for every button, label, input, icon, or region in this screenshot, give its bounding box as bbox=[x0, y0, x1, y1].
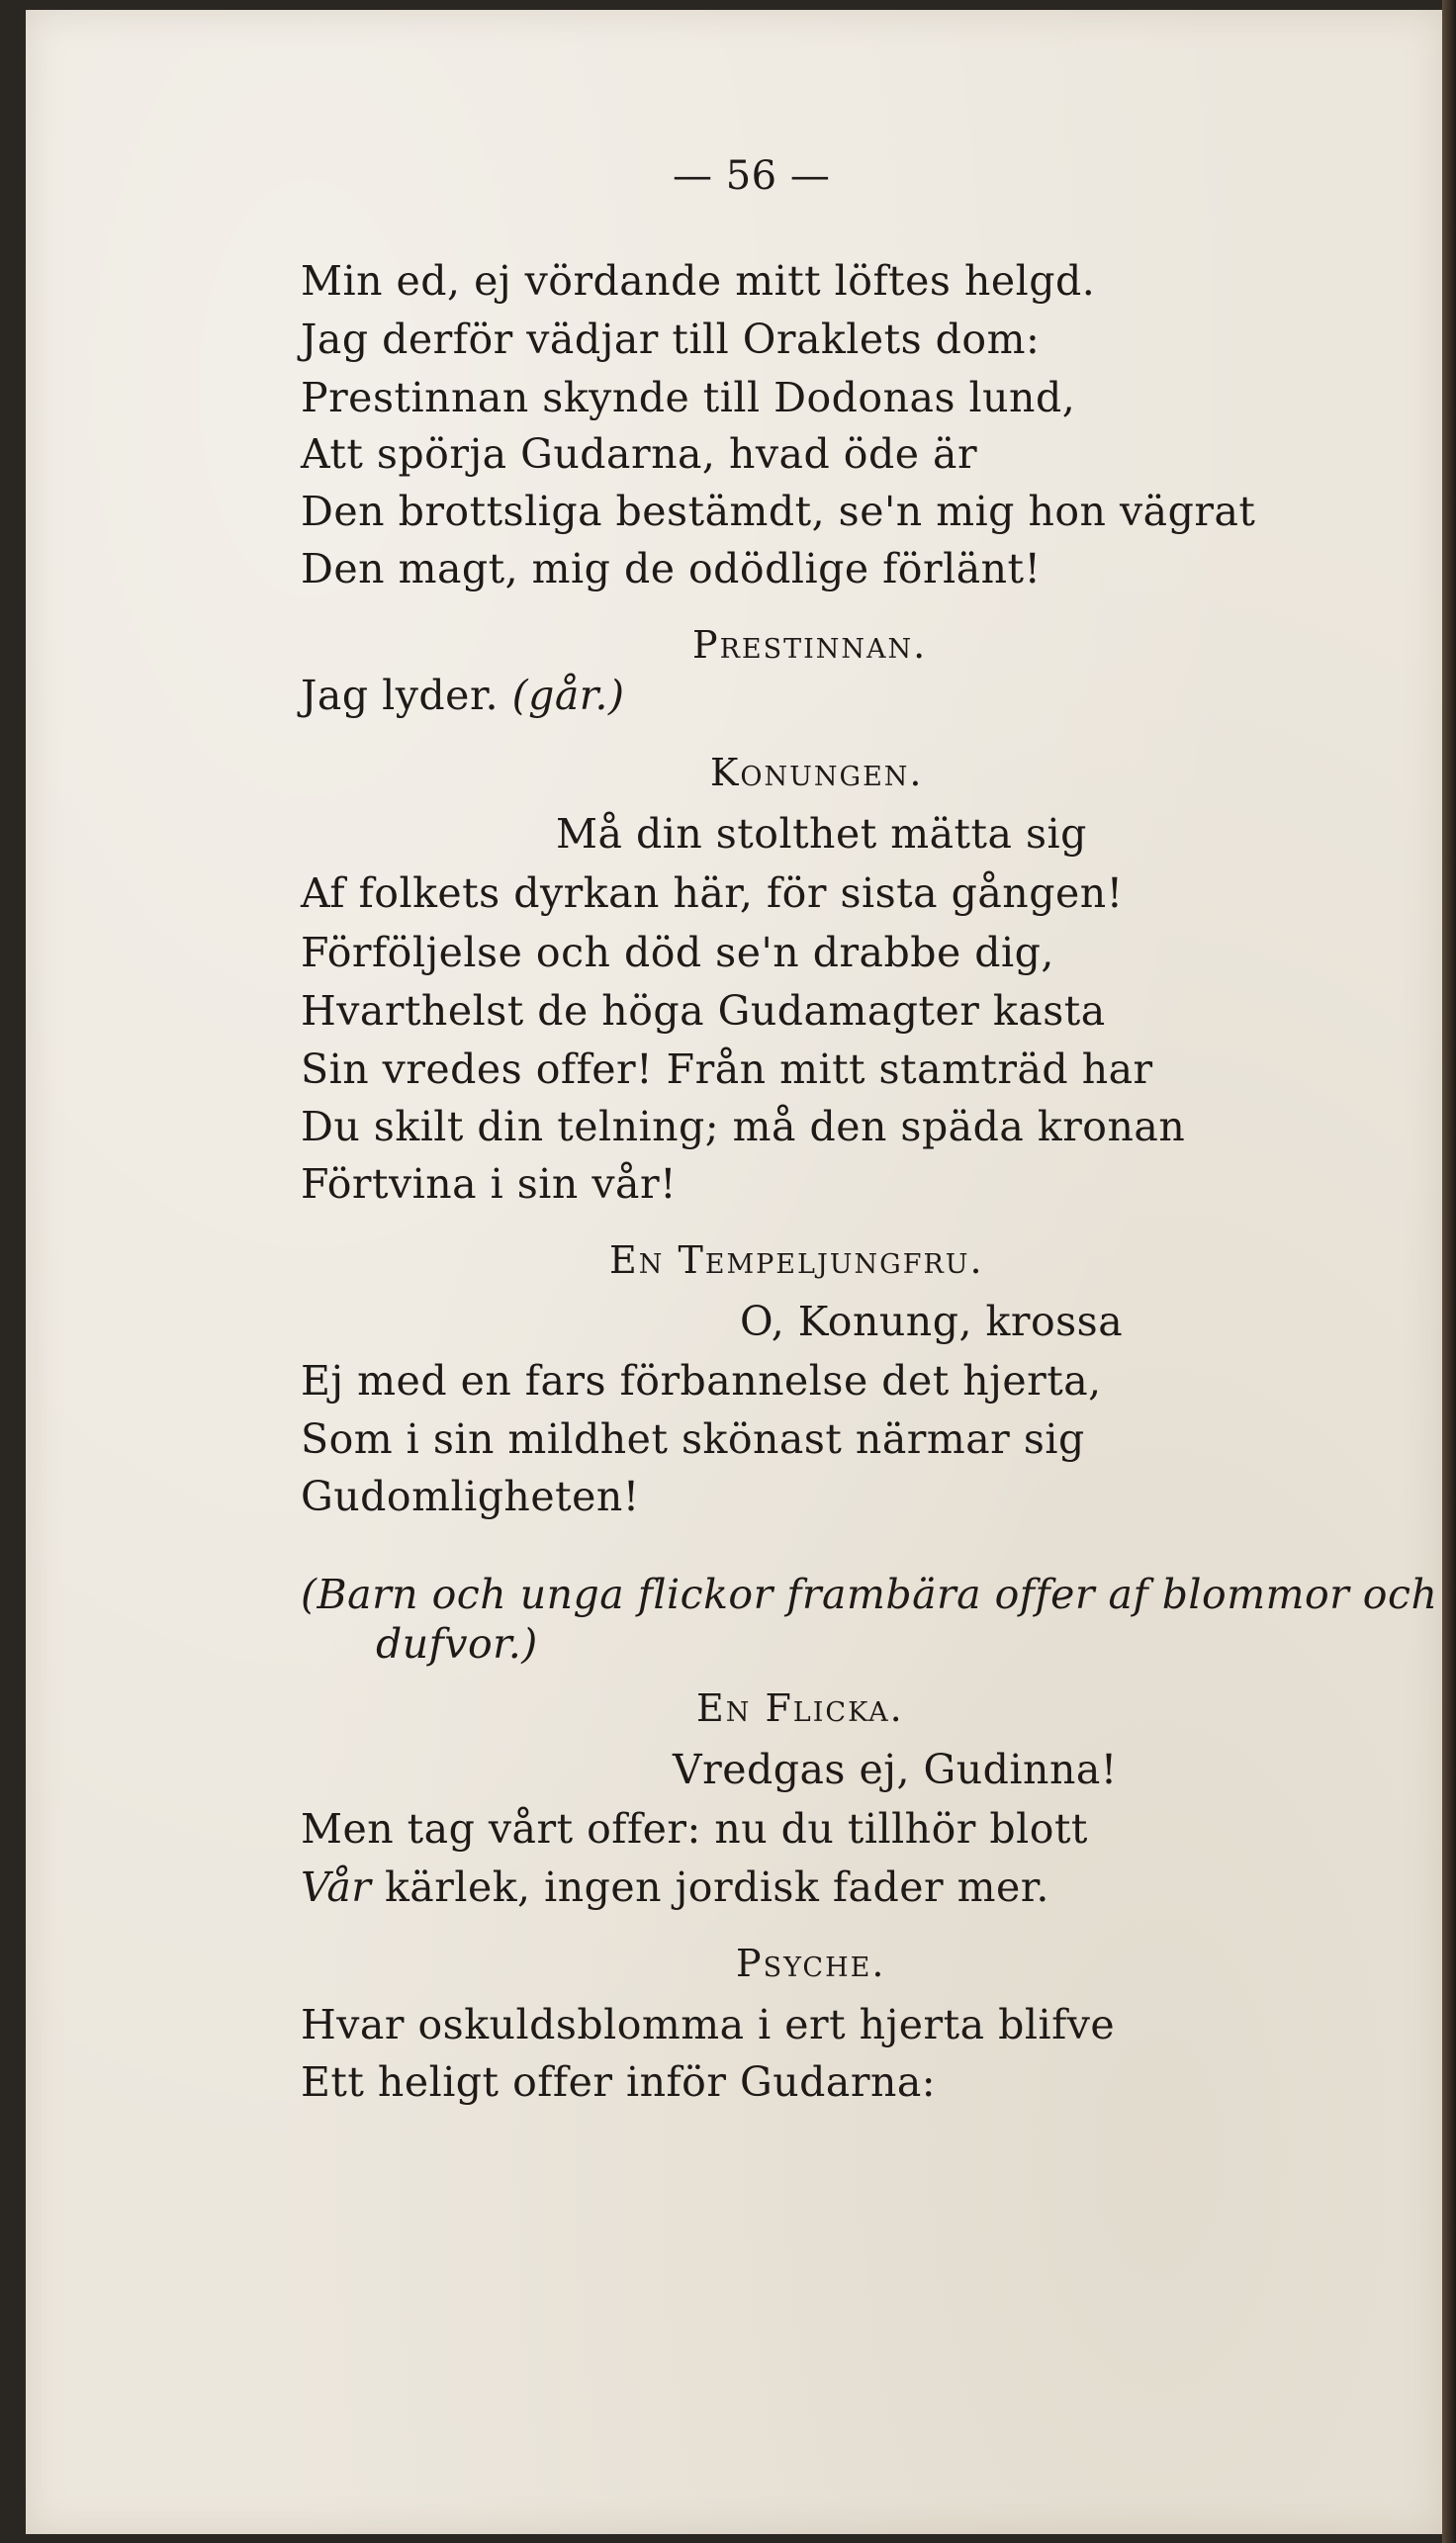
verse-line: Af folkets dyrkan här, för sista gången! bbox=[301, 869, 1124, 917]
verse-line: Hvarthelst de höga Gudamagter kasta bbox=[301, 987, 1106, 1035]
verse-line: O, Konung, krossa bbox=[740, 1298, 1124, 1345]
speaker-name: Prestinnan. bbox=[692, 623, 928, 667]
verse-line: Den magt, mig de odödlige förlänt! bbox=[301, 545, 1042, 592]
stage-direction: dufvor.) bbox=[376, 1620, 538, 1668]
page-edge bbox=[1442, 0, 1456, 2543]
verse-line bbox=[301, 1863, 1049, 1911]
verse-line: Men tag vårt offer: nu du tillhör blott bbox=[301, 1805, 1088, 1853]
verse-line: Gudomligheten! bbox=[301, 1473, 640, 1520]
verse-line bbox=[301, 672, 625, 719]
verse-text: Vår bbox=[301, 1863, 372, 1911]
verse-line: Ej med en fars förbannelse det hjerta, bbox=[301, 1357, 1102, 1405]
page-number: — 56 — bbox=[673, 153, 831, 199]
speaker-name: Konungen. bbox=[710, 751, 924, 794]
verse-line: Jag derför vädjar till Oraklets dom: bbox=[301, 316, 1041, 363]
verse-line: Min ed, ej vördande mitt löftes helgd. bbox=[301, 257, 1096, 305]
stage-direction: (går.) bbox=[511, 672, 625, 719]
verse-line: Förföljelse och död se'n drabbe dig, bbox=[301, 929, 1054, 976]
verse-line: Vredgas ej, Gudinna! bbox=[673, 1746, 1118, 1793]
verse-line: Att spörja Gudarna, hvad öde är bbox=[301, 430, 978, 478]
verse-text: Jag lyder. bbox=[301, 672, 500, 719]
speaker-name: En Flicka. bbox=[696, 1686, 904, 1730]
verse-line: Sin vredes offer! Från mitt stamträd har bbox=[301, 1045, 1153, 1093]
verse-text: kärlek, ingen jordisk fader mer. bbox=[384, 1863, 1049, 1911]
verse-line: Förtvina i sin vår! bbox=[301, 1160, 678, 1208]
verse-line: Du skilt din telning; må den späda kronan bbox=[301, 1103, 1186, 1150]
verse-line: Ett heligt offer inför Gudarna: bbox=[301, 2058, 937, 2106]
verse-line: Må din stolthet mätta sig bbox=[556, 810, 1087, 858]
verse-line: Som i sin mildhet skönast närmar sig bbox=[301, 1415, 1085, 1463]
verse-line: Den brottsliga bestämdt, se'n mig hon vägrat bbox=[301, 488, 1256, 535]
stage-direction: (Barn och unga flickor frambära offer af blommor och bbox=[301, 1571, 1438, 1618]
verse-line: Prestinnan skynde till Dodonas lund, bbox=[301, 374, 1076, 421]
speaker-name: Psyche. bbox=[736, 1942, 886, 1985]
verse-line: Hvar oskuldsblomma i ert hjerta blifve bbox=[301, 2001, 1116, 2048]
speaker-name: En Tempeljungfru. bbox=[609, 1238, 984, 1282]
